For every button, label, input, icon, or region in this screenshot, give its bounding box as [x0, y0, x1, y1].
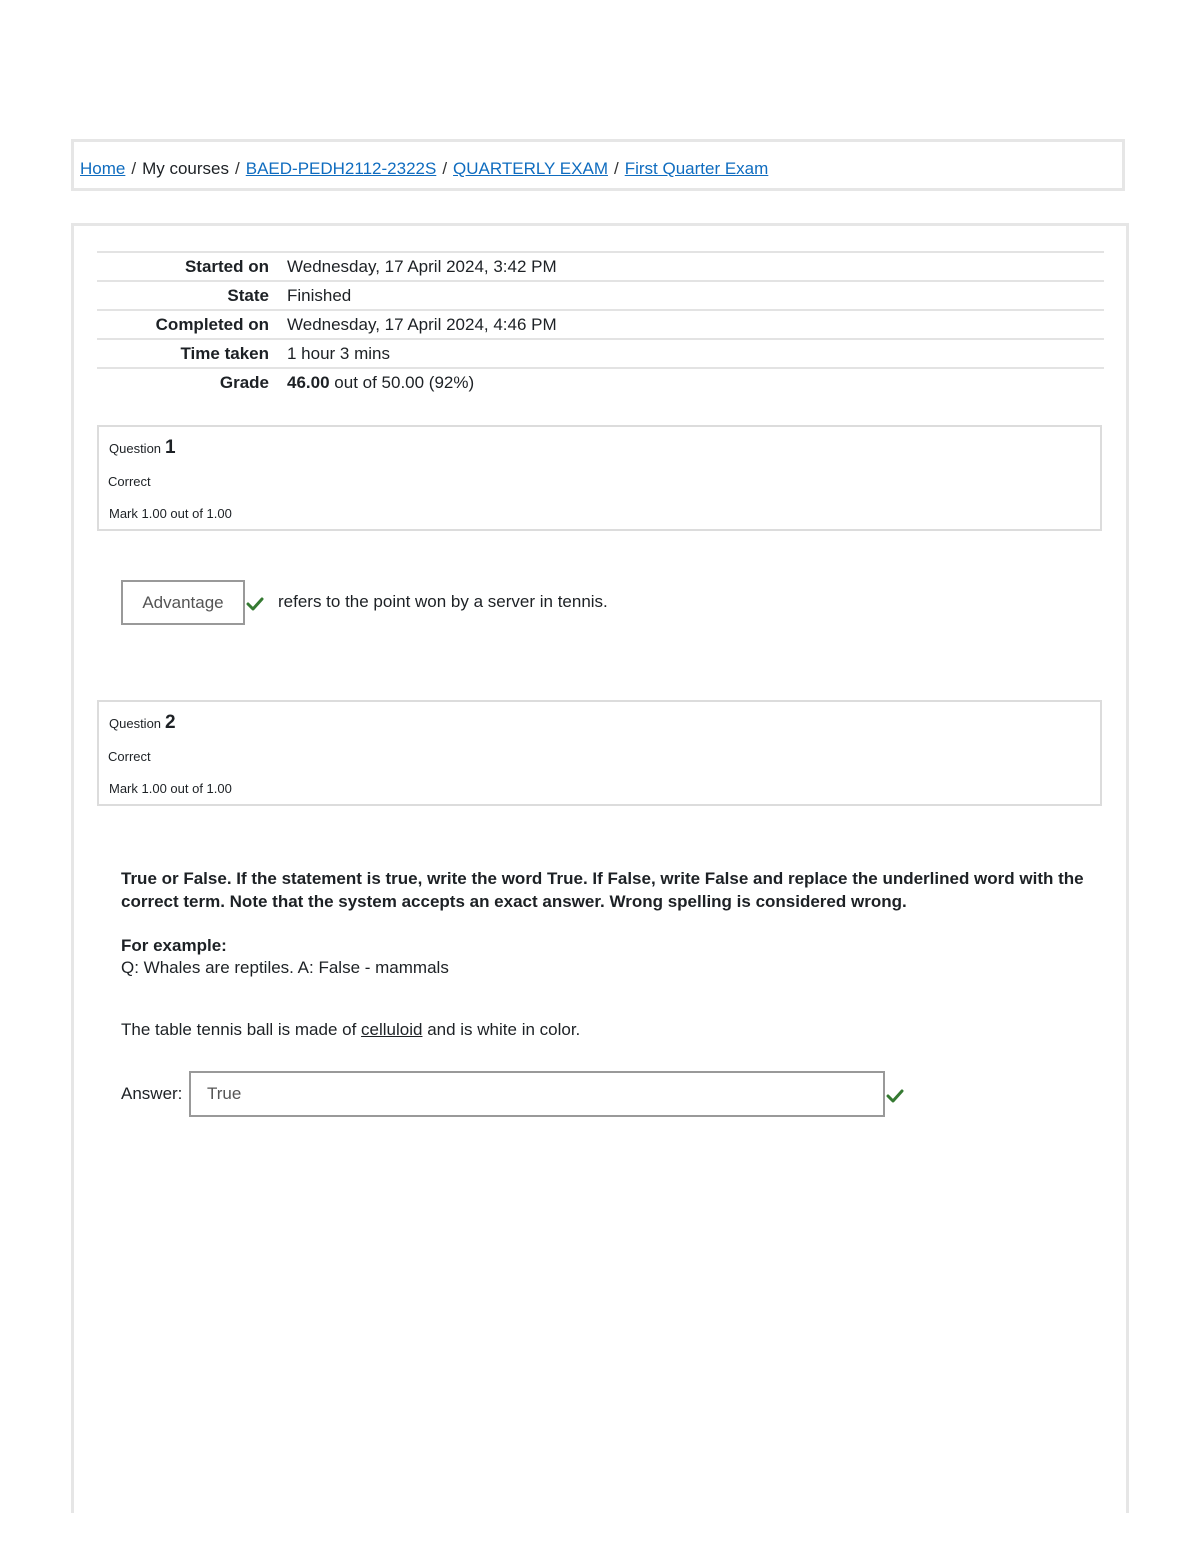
- breadcrumb-home-link[interactable]: Home: [80, 159, 126, 178]
- breadcrumb-section-link[interactable]: QUARTERLY EXAM: [453, 159, 608, 178]
- question-1-answer-field[interactable]: Advantage: [121, 580, 245, 625]
- time-label: Time taken: [180, 343, 269, 363]
- grade-score: 46.00: [287, 373, 330, 392]
- breadcrumb-separator: /: [235, 159, 240, 178]
- question-1-text: refers to the point won by a server in tennis.: [278, 592, 608, 611]
- grade-label: Grade: [219, 373, 269, 392]
- started-value: Wednesday, 17 April 2024, 3:42 PM: [287, 256, 557, 276]
- question-mark: Mark 1.00 out of 1.00: [109, 781, 232, 796]
- question-title: [109, 712, 176, 734]
- question-label: Question: [109, 716, 162, 731]
- breadcrumb-separator: /: [131, 159, 137, 178]
- question-state: Correct: [108, 474, 151, 489]
- question-number: 2: [165, 712, 176, 733]
- grade-value: [285, 368, 1104, 397]
- summary-row-grade: [97, 368, 1104, 397]
- question-2-info: [97, 700, 1102, 806]
- completed-value: Wednesday, 17 April 2024, 4:46 PM: [287, 314, 557, 334]
- question-1-info: [97, 425, 1102, 531]
- answer-label: Answer:: [121, 1084, 183, 1103]
- statement-underlined-word: celluloid: [361, 1020, 423, 1039]
- question-2-statement: [121, 1020, 580, 1040]
- check-icon: [246, 596, 264, 612]
- started-label: Started on: [184, 256, 269, 276]
- question-2-answer-input[interactable]: True: [189, 1071, 885, 1117]
- state-label: State: [227, 285, 269, 305]
- breadcrumb-container: [71, 139, 1125, 191]
- statement-after: and is white in color.: [422, 1020, 581, 1039]
- question-2-instructions: True or False. If the statement is true, write the word True. If False, write False and replace the underlined word with the correct term. Note that the system accepts an exact answer. Wrong spelling is considered wrong.: [121, 869, 1084, 911]
- breadcrumb: [80, 159, 768, 179]
- question-state: Correct: [108, 749, 151, 764]
- summary-row-state: [97, 281, 1104, 310]
- question-title: [109, 437, 176, 459]
- breadcrumb-quiz-link[interactable]: First Quarter Exam: [624, 159, 769, 178]
- check-icon: [886, 1088, 904, 1104]
- summary-row-time: [97, 339, 1104, 368]
- example-label: For example:: [121, 936, 227, 955]
- time-value: 1 hour 3 mins: [287, 343, 390, 363]
- statement-before: The table tennis ball is made of: [121, 1020, 362, 1039]
- grade-rest: out of 50.00 (92%): [334, 373, 475, 392]
- example-text: Q: Whales are reptiles. A: False - mammals: [121, 958, 449, 977]
- summary-row-completed: [97, 310, 1104, 339]
- attempt-summary-table: [97, 251, 1104, 397]
- breadcrumb-separator: /: [442, 159, 448, 178]
- question-number: 1: [165, 437, 176, 458]
- question-label: Question: [109, 441, 162, 456]
- breadcrumb-course-link[interactable]: BAED-PEDH2112-2322S: [245, 159, 437, 178]
- breadcrumb-my-courses: My courses: [142, 159, 230, 178]
- state-value: Finished: [287, 285, 352, 305]
- question-mark: Mark 1.00 out of 1.00: [109, 506, 232, 521]
- completed-label: Completed on: [155, 314, 269, 334]
- summary-row-started: [97, 252, 1104, 281]
- breadcrumb-separator: /: [613, 159, 619, 178]
